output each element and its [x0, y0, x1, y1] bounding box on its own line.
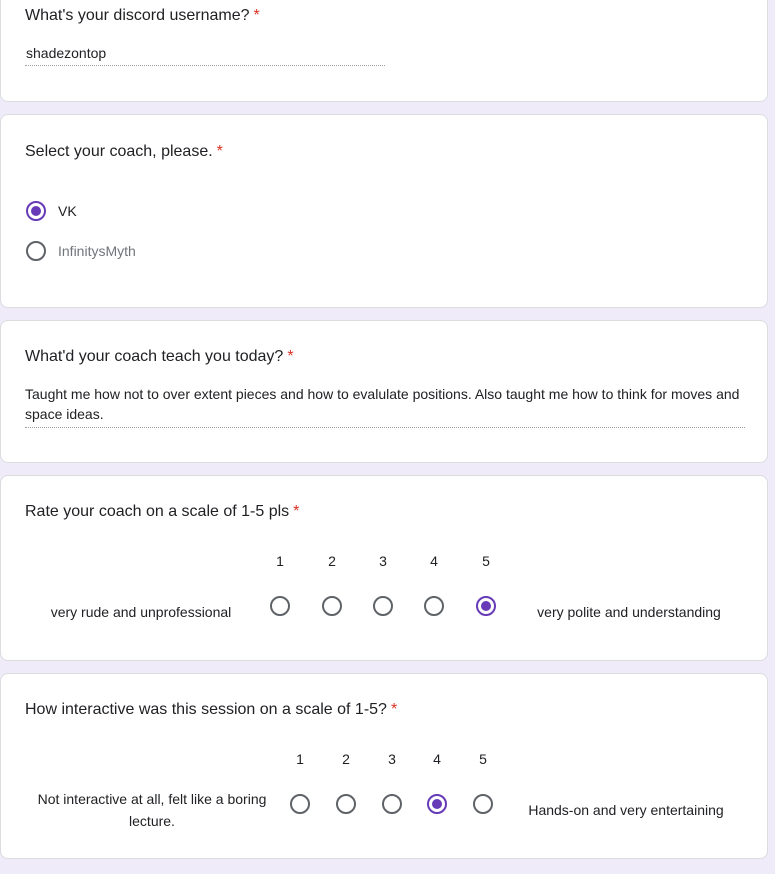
question-title: [25, 142, 223, 162]
question-card-select-coach: [0, 114, 768, 308]
scale-radio-1[interactable]: [290, 794, 310, 814]
question-card-coach-teaching: [0, 320, 768, 463]
required-asterisk: *: [216, 143, 223, 160]
required-asterisk: *: [287, 348, 294, 365]
scale-number-2: 2: [328, 553, 336, 569]
required-asterisk: *: [293, 503, 300, 520]
scale-number-5: 5: [479, 751, 487, 767]
question-title-text: Select your coach, please.: [25, 143, 213, 160]
scale-radio-3[interactable]: [382, 794, 402, 814]
question-title-text: How interactive was this session on a scale of 1-5?: [25, 701, 387, 718]
question-card-rate-coach: [0, 475, 768, 661]
scale-radio-4[interactable]: [424, 596, 444, 616]
scale-low-label: very rude and unprofessional: [50, 604, 232, 620]
scale-radio-1[interactable]: [270, 596, 290, 616]
required-asterisk: *: [390, 701, 398, 718]
coach-teaching-textarea[interactable]: Taught me how not to over extent pieces and how to evalulate positions. Also taught me how to think for moves and space ideas.: [25, 384, 745, 428]
scale-radio-5[interactable]: [473, 794, 493, 814]
radio-selected-dot: [432, 799, 442, 809]
question-title: [25, 700, 397, 720]
scale-number-5: 5: [482, 553, 490, 569]
scale-number-4: 4: [433, 751, 441, 767]
scale-number-3: 3: [379, 553, 387, 569]
scale-number-3: 3: [388, 751, 396, 767]
scale-radio-2[interactable]: [322, 596, 342, 616]
scale-low-label: Not interactive at all, felt like a boring lecture.: [37, 791, 267, 829]
scale-number-2: 2: [342, 751, 350, 767]
scale-number-1: 1: [296, 751, 304, 767]
question-title: [25, 502, 299, 522]
question-title: [25, 347, 294, 367]
required-asterisk: *: [253, 7, 260, 24]
question-title-text: What'd your coach teach you today?: [25, 348, 284, 365]
option-label-infinitysmyth[interactable]: InfinitysMyth: [58, 243, 136, 259]
scale-high-label: Hands-on and very entertaining: [528, 802, 724, 818]
radio-option-vk[interactable]: [26, 201, 46, 221]
radio-option-infinitysmyth[interactable]: [26, 241, 46, 261]
scale-number-4: 4: [430, 553, 438, 569]
discord-username-input[interactable]: shadezontop: [25, 43, 385, 66]
scale-number-1: 1: [276, 553, 284, 569]
question-card-session-interactivity: [0, 673, 768, 859]
question-title: [25, 6, 260, 26]
radio-selected-dot: [31, 206, 41, 216]
scale-high-label: very polite and understanding: [537, 604, 721, 620]
scale-radio-2[interactable]: [336, 794, 356, 814]
option-label-vk[interactable]: VK: [58, 203, 77, 219]
question-title-text: Rate your coach on a scale of 1-5 pls: [25, 503, 290, 520]
radio-selected-dot: [481, 601, 491, 611]
scale-radio-5[interactable]: [476, 596, 496, 616]
scale-radio-4[interactable]: [427, 794, 447, 814]
question-card-discord-username: [0, 0, 768, 102]
question-title-text: What's your discord username?: [25, 7, 250, 24]
scale-radio-3[interactable]: [373, 596, 393, 616]
